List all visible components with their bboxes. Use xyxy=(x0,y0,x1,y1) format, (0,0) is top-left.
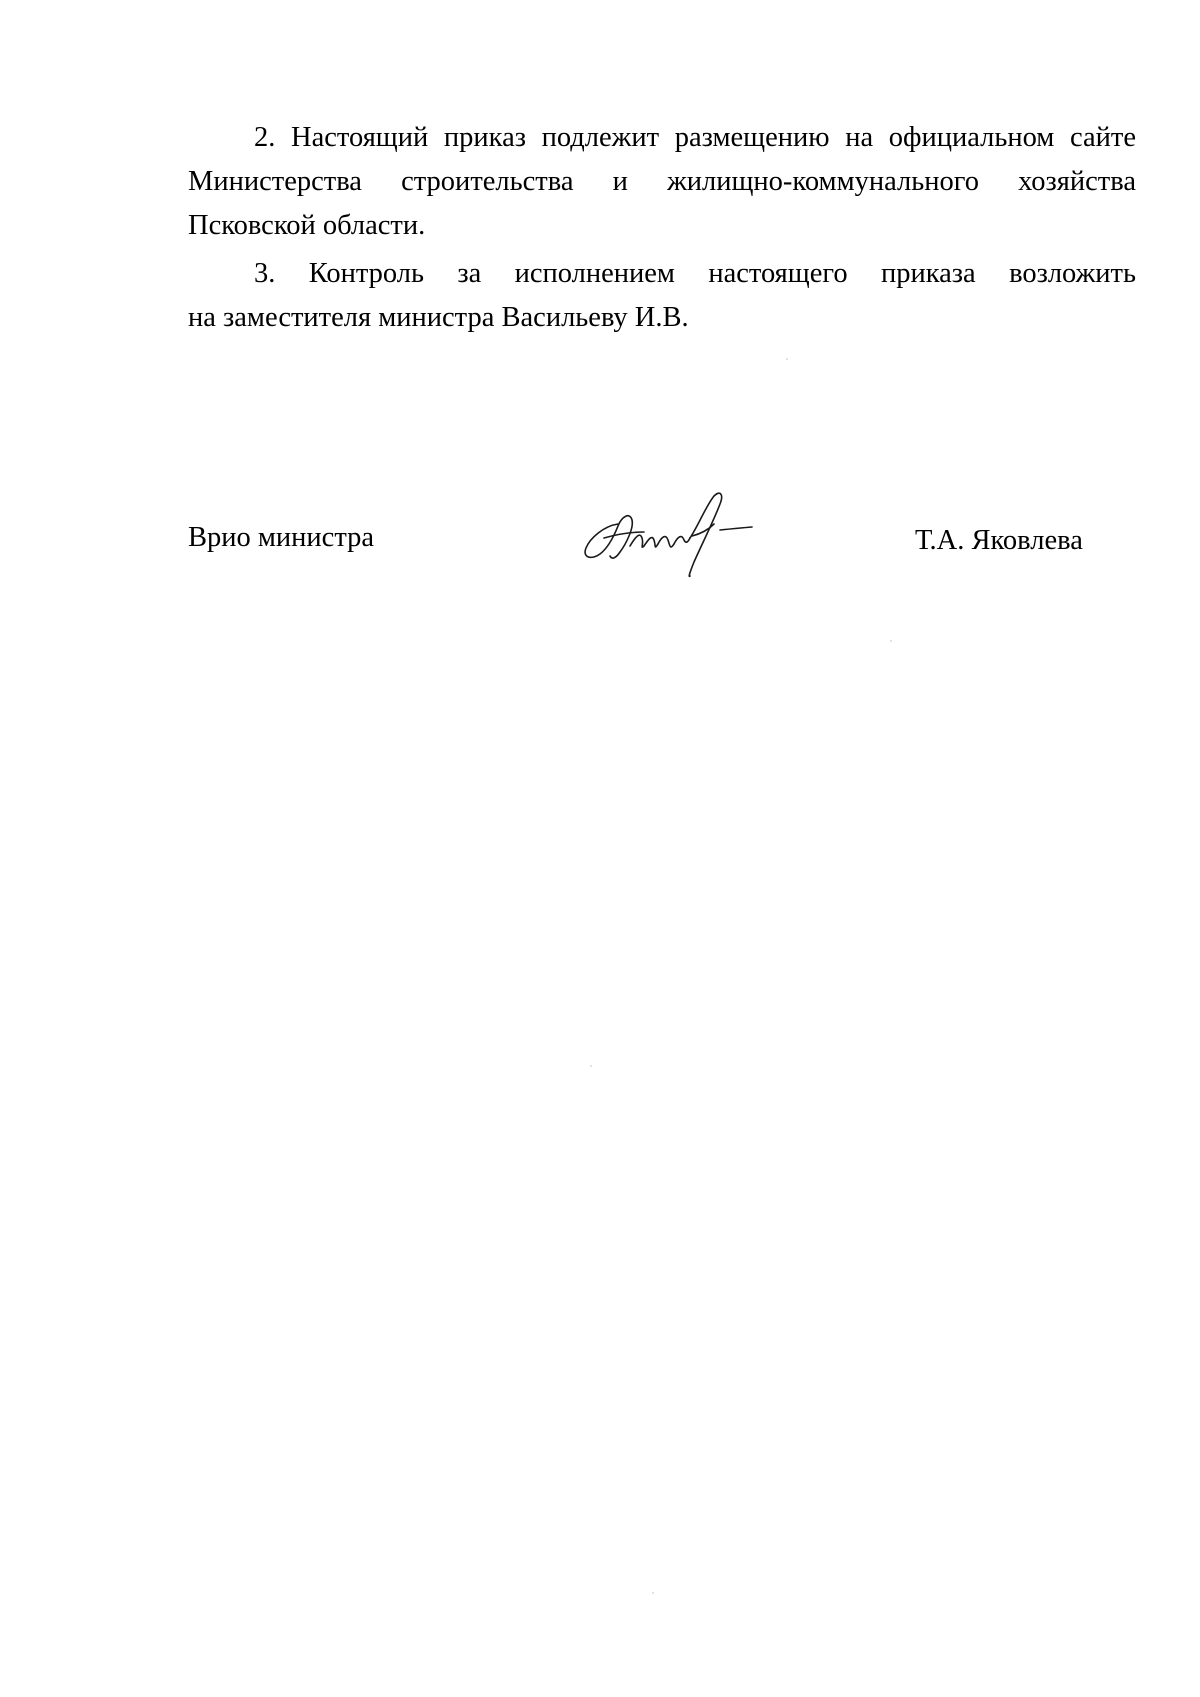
paragraph-3 xyxy=(188,252,1136,340)
signer-name: Т.А. Яковлева xyxy=(915,525,1083,556)
signer-position-title: Врио министра xyxy=(188,522,375,553)
paragraph-2-line-3: Псковской области. xyxy=(188,210,426,241)
signature-block xyxy=(188,516,1136,586)
handwritten-signature xyxy=(574,486,764,586)
paragraph-3-line-2: на заместителя министра Васильеву И.В. xyxy=(188,302,689,333)
paragraph-2-line-1: 2. Настоящий приказ подлежит размещению на официальном сайте xyxy=(254,122,1136,153)
paragraph-3-line-1: 3. Контроль за исполнением настоящего приказа возложить xyxy=(254,258,1136,289)
paragraph-2-line-2: Министерства строительства и жилищно-коммунального хозяйства xyxy=(188,166,1136,197)
scan-speck xyxy=(590,1065,592,1067)
scan-speck xyxy=(890,640,892,642)
document-body xyxy=(188,116,1136,344)
scan-speck xyxy=(652,1592,654,1594)
paragraph-2 xyxy=(188,116,1136,248)
scan-speck xyxy=(786,358,788,360)
